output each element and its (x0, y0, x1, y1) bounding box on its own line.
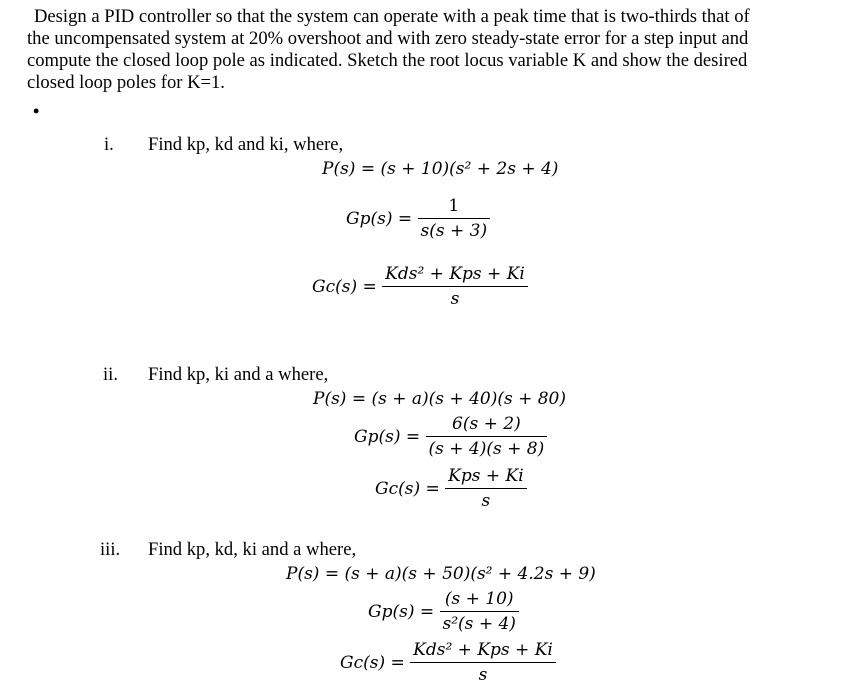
problem-statement (27, 6, 827, 94)
gp-numerator: 6(s + 2) (426, 414, 548, 437)
equation-Gc (312, 264, 528, 309)
equation-P: P(s) = (s + 10)(s² + 2s + 4) (322, 159, 559, 179)
equation-Gp (346, 196, 490, 241)
equation-Gc (375, 466, 527, 511)
equation-Gp (368, 589, 519, 634)
problem-prompt: Find kp, ki and a where, (148, 364, 329, 385)
gc-denominator: s (481, 491, 491, 511)
statement-line: compute the closed loop pole as indicated. Sketch the root locus variable K and show the desired (27, 50, 748, 71)
gp-numerator: 1 (418, 196, 491, 219)
equation-P: P(s) = (s + a)(s + 50)(s² + 4.2s + 9) (286, 564, 596, 584)
problem-prompt: Find kp, kd and ki, where, (148, 134, 344, 155)
gp-numerator: (s + 10) (440, 589, 519, 612)
statement-line: closed loop poles for K=1. (27, 72, 225, 93)
gc-denominator: s (450, 289, 460, 309)
gc-lhs: Gc(s) = (340, 652, 405, 673)
bullet-point: • (33, 101, 40, 121)
equation-Gc (340, 640, 556, 685)
equation-P: P(s) = (s + a)(s + 40)(s + 80) (313, 389, 566, 409)
gc-fraction (382, 264, 528, 309)
gp-denominator: s(s + 3) (420, 221, 488, 241)
gc-numerator: Kds² + Kps + Ki (382, 264, 528, 287)
gp-fraction (418, 196, 491, 241)
gc-numerator: Kds² + Kps + Ki (410, 640, 556, 663)
problem-number: ii. (103, 364, 118, 385)
gc-numerator: Kps + Ki (445, 466, 527, 489)
gp-denominator: s²(s + 4) (442, 614, 516, 634)
gc-lhs: Gc(s) = (312, 276, 377, 297)
gp-lhs: Gp(s) = (354, 426, 421, 447)
statement-line: Design a PID controller so that the system can operate with a peak time that is two-thirds that of (34, 6, 750, 27)
statement-line: the uncompensated system at 20% overshoot and with zero steady-state error for a step input and (27, 28, 749, 49)
gp-denominator: (s + 4)(s + 8) (428, 439, 545, 459)
gc-denominator: s (478, 665, 488, 685)
problem-number: iii. (100, 539, 121, 560)
problem-number: i. (104, 134, 114, 155)
gp-lhs: Gp(s) = (346, 208, 413, 229)
gp-fraction (440, 589, 519, 634)
equation-Gp (354, 414, 547, 459)
gc-fraction (410, 640, 556, 685)
gp-fraction (426, 414, 548, 459)
gp-lhs: Gp(s) = (368, 601, 435, 622)
gc-fraction (445, 466, 527, 511)
gc-lhs: Gc(s) = (375, 478, 440, 499)
problem-prompt: Find kp, kd, ki and a where, (148, 539, 357, 560)
